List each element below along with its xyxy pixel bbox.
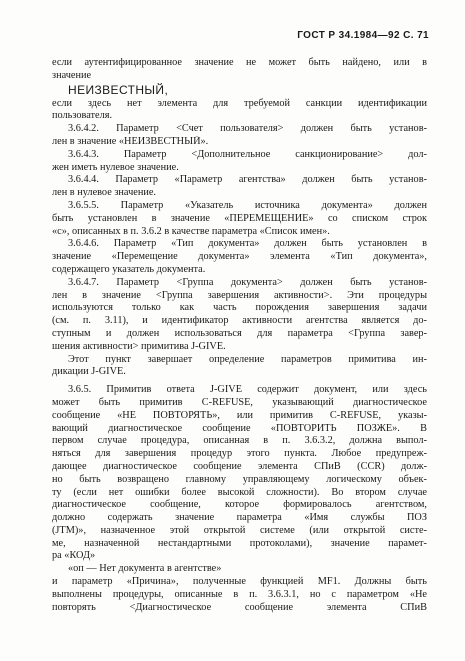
- text-line: пользователя.: [52, 110, 113, 122]
- text-line: значение «Перемещение документа» элемента «Тип документа»,: [52, 251, 427, 263]
- text-line: дающее диагностическое сообщение элемента СПиВ (CCR) долж-: [52, 460, 427, 472]
- text-line: ту (если нет ошибки более высокой сложности). Во втором случае: [52, 486, 427, 498]
- text-line: лен в значение <Группа завершения активности>. Эти процедуры: [52, 289, 427, 301]
- text-line: 3.6.5. Примитив ответа J-GIVE содержит документ, или здесь: [68, 384, 427, 396]
- text-line: ме, назначенной нестандартными протоколами), значение парамет-: [52, 537, 427, 549]
- text-line: вающий диагностическое сообщение «ПОВТОРИТЬ ПОЗЖЕ». В: [52, 422, 427, 434]
- text-line: ра «КОД»: [52, 550, 96, 562]
- text-line: шения активности> примитива J-GIVE.: [52, 340, 226, 352]
- text-line: и параметр «Причина», полученные функцией MF1. Должны быть: [52, 576, 427, 588]
- text-line: сообщение «НЕ ПОВТОРЯТЬ», или примитив C-REFUSE, указы-: [52, 409, 427, 421]
- text-line: (см. п. 3.11), и идентификатор активности агентства является до-: [52, 315, 427, 327]
- text-line: няться для завершения процедур этого пункта. Любое предупреж-: [52, 448, 427, 460]
- text-line: диагностическое сообщение, которое формировалось агентством,: [52, 499, 427, 511]
- text-line: значение: [52, 69, 92, 81]
- text-line: «оп — Нет документа в агентстве»: [68, 563, 222, 575]
- text-line: ступным и должен использоваться для параметра <Группа завер-: [52, 327, 427, 339]
- text-line: жен иметь нулевое значение.: [52, 161, 179, 173]
- text-line: быть установлен в значение «ПЕРЕМЕЩЕНИЕ» со списком строк: [52, 212, 427, 224]
- text-line: Этот пункт завершает определение параметров примитива ин-: [68, 353, 427, 365]
- text-line: 3.6.4.3. Параметр <Дополнительное санкционирование> дол-: [68, 148, 427, 160]
- text-line: если здесь нет элемента для требуемой санкции идентификации: [52, 97, 427, 109]
- text-line: 3.6.4.7. Параметр <Группа документа> должен быть установ-: [68, 276, 427, 288]
- text-line: выполнены процедуры, описанные в п. 3.6.3.1, но с параметром «Не: [52, 588, 427, 600]
- text-line: но быть возвращено главному управляющему логическому объек-: [52, 473, 427, 485]
- text-line: первом случае процедура, описанная в п. 3.6.3.2, должна выпол-: [52, 435, 427, 447]
- text-line: дикации J-GIVE.: [52, 366, 126, 378]
- text-line: если аутентифицированное значение не может быть найдено, или в: [52, 57, 427, 68]
- text-line: может быть примитив C-REFUSE, указывающий диагностическое: [52, 396, 427, 408]
- text-line: должно содержать значение параметра «Имя службы ПОЗ: [52, 512, 427, 524]
- text-line: лен в нулевое значение.: [52, 187, 157, 199]
- text-line: содержащего указатель документа.: [52, 263, 206, 275]
- text-line: (JTM)», назначенное этой открытой системе (или открытой систе-: [52, 524, 427, 536]
- text-line: 3.6.4.4. Параметр «Параметр агентства» должен быть установ-: [68, 174, 427, 186]
- text-line: повторять <Диагностическое сообщение элемента СПиВ: [52, 601, 427, 613]
- text-line: 3.6.4.6. Параметр «Тип документа» должен быть установлен в: [68, 238, 427, 250]
- text-line: 3.6.4.2. Параметр <Счет пользователя> должен быть установ-: [68, 123, 427, 135]
- text-line: используются только как часть порождения завершения задачи: [52, 302, 427, 314]
- body-text: [52, 57, 427, 614]
- text-line: «с», описанных в п. 3.6.2 в качестве параметра «Список имен».: [52, 225, 330, 237]
- text-line: 3.6.5.5. Параметр «Указатель источника документа» должен: [68, 199, 427, 211]
- text-line: лен в значение «НЕИЗВЕСТНЫЙ».: [52, 135, 209, 147]
- page-header: ГОСТ Р 34.1984—92 С. 71: [297, 30, 429, 41]
- text-line: НЕИЗВЕСТНЫЙ,: [68, 82, 169, 97]
